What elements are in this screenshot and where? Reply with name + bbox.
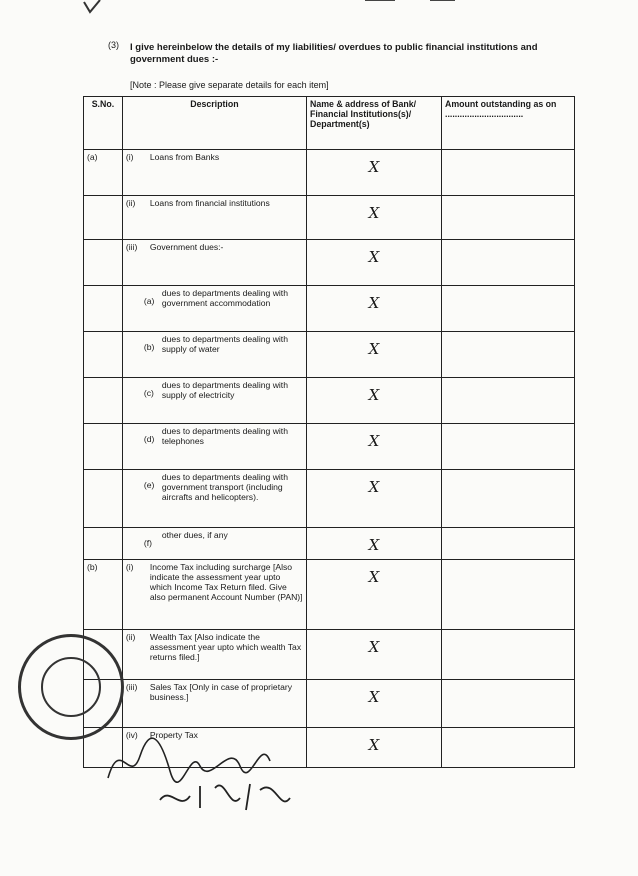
row-description (122, 560, 306, 630)
row-amount (442, 286, 575, 332)
row-cross-mark: X (306, 424, 441, 470)
row-roman: (iii) (125, 682, 138, 692)
row-sno (84, 470, 123, 528)
liabilities-table (83, 96, 575, 768)
row-cross-mark: X (306, 196, 441, 240)
row-desc-text: Sales Tax [Only in case of proprietary business.] (149, 682, 293, 702)
table-row (84, 286, 575, 332)
row-sno (84, 196, 123, 240)
row-amount (442, 332, 575, 378)
header-description: Description (122, 97, 306, 150)
row-cross-mark: X (306, 332, 441, 378)
row-roman: (iv) (125, 730, 138, 740)
row-desc-text: Property Tax (149, 730, 198, 740)
table-row (84, 196, 575, 240)
row-desc-text: dues to departments dealing with supply of water (161, 334, 288, 354)
row-amount (442, 528, 575, 560)
row-cross-mark: X (306, 560, 441, 630)
row-letter: (d) (143, 434, 155, 444)
row-cross-mark: X (306, 150, 441, 196)
row-amount (442, 378, 575, 424)
row-desc-text: Loans from Banks (149, 152, 220, 162)
row-cross-mark: X (306, 630, 441, 680)
row-desc-text: dues to departments dealing with government transport (including aircrafts and helicopters). (161, 472, 288, 502)
row-cross-mark: X (306, 240, 441, 286)
row-desc-text: other dues, if any (161, 530, 228, 540)
table-row (84, 424, 575, 470)
row-letter: (b) (143, 342, 155, 352)
row-amount (442, 240, 575, 286)
row-description (122, 630, 306, 680)
row-description (122, 424, 306, 470)
row-description (122, 286, 306, 332)
row-sno (84, 240, 123, 286)
row-cross-mark: X (306, 680, 441, 728)
row-amount (442, 424, 575, 470)
row-sno (84, 332, 123, 378)
row-amount (442, 560, 575, 630)
header-amount: Amount outstanding as on ................................ (442, 97, 575, 150)
header-bank: Name & address of Bank/ Financial Institutions(s)/ Department(s) (306, 97, 441, 150)
row-sno (84, 528, 123, 560)
section-number: (3) (108, 40, 119, 50)
table-row (84, 560, 575, 630)
row-desc-text: Government dues:- (149, 242, 224, 252)
row-desc-text: Wealth Tax [Also indicate the assessment year upto which wealth Tax returns filed.] (149, 632, 302, 662)
row-desc-text: Income Tax including surcharge [Also indicate the assessment year upto which Income Tax Return filed. Give also permanent Account Number (PAN)] (149, 562, 303, 602)
row-sno: (a) (84, 150, 123, 196)
row-description (122, 528, 306, 560)
table-row (84, 630, 575, 680)
row-sno (84, 424, 123, 470)
note-text: [Note : Please give separate details for each item] (130, 80, 329, 90)
table-row (84, 378, 575, 424)
row-description (122, 150, 306, 196)
row-roman: (iii) (125, 242, 138, 252)
row-sno: (b) (84, 560, 123, 630)
table-row (84, 240, 575, 286)
row-cross-mark: X (306, 378, 441, 424)
row-sno (84, 286, 123, 332)
header-sno: S.No. (84, 97, 123, 150)
row-desc-text: dues to departments dealing with supply of electricity (161, 380, 288, 400)
row-cross-mark: X (306, 286, 441, 332)
section-heading: I give hereinbelow the details of my liabilities/ overdues to public financial institutions and government dues :- (130, 42, 538, 65)
table-header-row (84, 97, 575, 150)
row-letter: (c) (143, 388, 154, 398)
row-desc-text: dues to departments dealing with government accommodation (161, 288, 288, 308)
top-dash (430, 0, 455, 5)
row-roman: (i) (125, 562, 134, 572)
row-description (122, 196, 306, 240)
row-roman: (ii) (125, 198, 136, 208)
row-amount (442, 470, 575, 528)
row-desc-text: Loans from financial institutions (149, 198, 270, 208)
row-amount (442, 680, 575, 728)
table-row (84, 470, 575, 528)
table-row (84, 150, 575, 196)
corner-tick (82, 0, 102, 14)
seal-inner-ring (41, 657, 101, 717)
row-description (122, 378, 306, 424)
row-desc-text: dues to departments dealing with telephones (161, 426, 288, 446)
table-row (84, 528, 575, 560)
row-amount (442, 728, 575, 768)
row-roman: (ii) (125, 632, 136, 642)
row-cross-mark: X (306, 470, 441, 528)
row-letter: (a) (143, 296, 155, 306)
row-description (122, 470, 306, 528)
row-description (122, 240, 306, 286)
row-amount (442, 150, 575, 196)
row-roman: (i) (125, 152, 134, 162)
row-letter: (e) (143, 480, 155, 490)
row-cross-mark: X (306, 728, 441, 768)
top-dash (365, 0, 395, 5)
row-amount (442, 630, 575, 680)
signature (100, 716, 320, 821)
row-description (122, 332, 306, 378)
table-row (84, 332, 575, 378)
row-amount (442, 196, 575, 240)
row-letter: (f) (143, 538, 152, 548)
row-sno (84, 378, 123, 424)
row-cross-mark: X (306, 528, 441, 560)
